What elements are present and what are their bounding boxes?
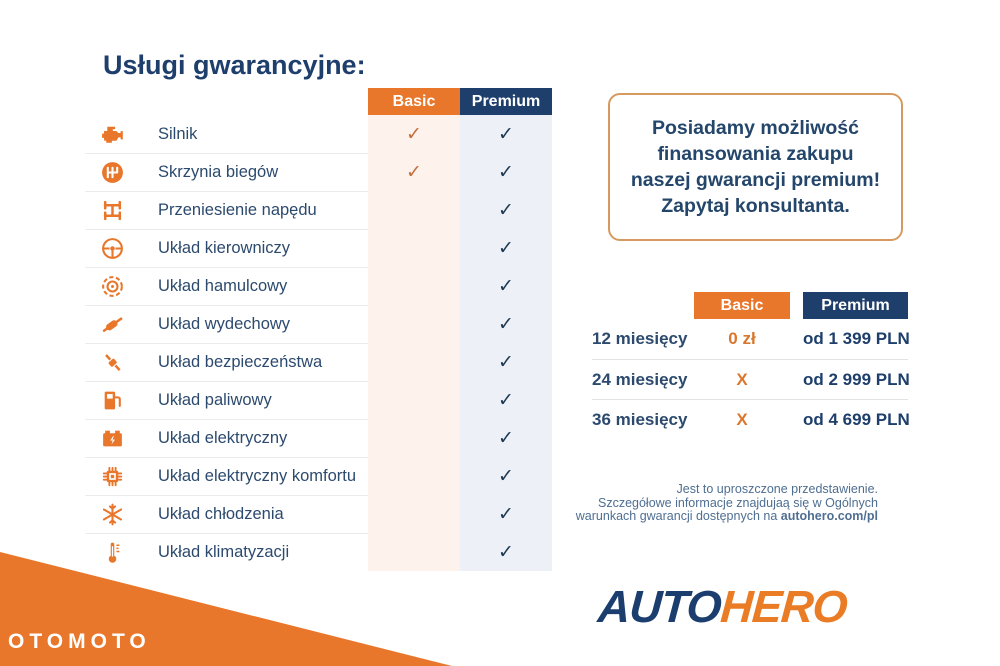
service-label: Układ bezpieczeństwa	[143, 343, 368, 381]
pricing-row	[592, 319, 908, 359]
exhaust-icon	[100, 312, 125, 337]
page-title: Usługi gwarancyjne:	[103, 50, 366, 80]
promo-line: Posiadamy możliwość	[652, 117, 859, 139]
autohero-logo-hero: HERO	[718, 581, 849, 632]
seatbelt-icon	[100, 350, 125, 375]
premium-column-header: Premium	[460, 88, 552, 115]
basic-checkmark: ✓	[406, 123, 422, 145]
table-row	[85, 533, 552, 571]
service-label: Układ elektryczny komfortu	[143, 457, 368, 495]
premium-checkmark: ✓	[498, 123, 514, 145]
service-label: Skrzynia biegów	[143, 153, 368, 191]
pricing-table	[592, 292, 908, 439]
promo-line: Zapytaj konsultanta.	[661, 195, 850, 217]
service-label: Silnik	[158, 124, 198, 143]
premium-checkmark: ✓	[498, 389, 514, 411]
header-spacer	[85, 88, 143, 115]
premium-checkmark: ✓	[498, 313, 514, 335]
premium-price: od 2 999 PLN	[803, 369, 910, 389]
premium-checkmark: ✓	[498, 237, 514, 259]
disclaimer-line: Szczegółowe informacje znajdujaą się w Ogólnych	[597, 495, 878, 510]
header-spacer	[143, 88, 368, 115]
period-label: 12 miesięcy	[592, 329, 688, 348]
promo-line: naszej gwarancji premium!	[630, 169, 881, 191]
table-row	[85, 495, 552, 533]
service-label: Układ kierowniczy	[143, 229, 368, 267]
service-label: Przeniesienie napędu	[143, 191, 368, 229]
period-label: 24 miesięcy	[592, 369, 688, 389]
chip-icon	[100, 464, 125, 489]
table-row	[85, 419, 552, 457]
header-spacer	[790, 292, 803, 319]
brake-disc-icon	[100, 274, 125, 299]
autohero-logo	[596, 581, 848, 633]
table-row	[85, 267, 552, 305]
drivetrain-icon	[100, 198, 125, 223]
table-row	[85, 305, 552, 343]
financing-promo-box	[608, 93, 903, 241]
disclaimer-text	[538, 483, 878, 524]
premium-checkmark: ✓	[498, 275, 514, 297]
table-row	[85, 115, 552, 153]
premium-checkmark: ✓	[498, 199, 514, 221]
basic-price: X	[736, 409, 748, 429]
basic-price-header: Basic	[694, 292, 790, 319]
service-label: Układ chłodzenia	[143, 495, 368, 533]
period-label: 36 miesięcy	[592, 409, 688, 429]
pricing-row	[592, 359, 908, 399]
pricing-row	[592, 399, 908, 439]
warranty-table-header	[85, 88, 552, 115]
table-row	[85, 343, 552, 381]
service-label: Układ klimatyzacji	[143, 533, 368, 571]
engine-icon	[100, 122, 125, 147]
table-row	[85, 381, 552, 419]
table-row	[85, 457, 552, 495]
promo-line: finansowania zakupu	[657, 143, 854, 165]
premium-checkmark: ✓	[498, 465, 514, 487]
premium-checkmark: ✓	[498, 541, 514, 563]
disclaimer-line: warunkach gwarancji dostępnych na autohero.com/pl	[575, 509, 878, 524]
premium-checkmark: ✓	[498, 427, 514, 449]
premium-checkmark: ✓	[498, 351, 514, 373]
steering-wheel-icon	[100, 236, 125, 261]
service-label: Układ elektryczny	[143, 419, 368, 457]
premium-checkmark: ✓	[498, 503, 514, 525]
snowflake-icon	[100, 502, 125, 527]
gearbox-icon	[100, 160, 125, 185]
basic-column-header: Basic	[368, 88, 460, 115]
header-spacer	[592, 292, 694, 319]
service-label: Układ wydechowy	[143, 305, 368, 343]
fuel-pump-icon	[100, 388, 125, 413]
table-row	[85, 229, 552, 267]
service-label: Układ paliwowy	[143, 381, 368, 419]
premium-price: od 1 399 PLN	[803, 329, 910, 348]
service-label: Układ hamulcowy	[143, 267, 368, 305]
autohero-logo-auto: AUTO	[596, 581, 723, 632]
disclaimer-line: Jest to uproszczone przedstawienie.	[676, 482, 878, 496]
battery-icon	[100, 426, 125, 451]
otomoto-logo: OTOMOTO	[8, 630, 151, 653]
basic-checkmark: ✓	[406, 161, 422, 183]
table-row	[85, 153, 552, 191]
basic-price: X	[736, 369, 748, 389]
warranty-comparison-table	[85, 88, 552, 571]
table-row	[85, 191, 552, 229]
basic-price: 0 zł	[728, 329, 756, 348]
pricing-table-header	[592, 292, 908, 319]
premium-price-header: Premium	[803, 292, 908, 319]
premium-checkmark: ✓	[498, 161, 514, 183]
premium-price: od 4 699 PLN	[803, 409, 910, 429]
autohero-url: autohero.com/pl	[780, 509, 878, 524]
thermometer-icon	[100, 540, 125, 565]
